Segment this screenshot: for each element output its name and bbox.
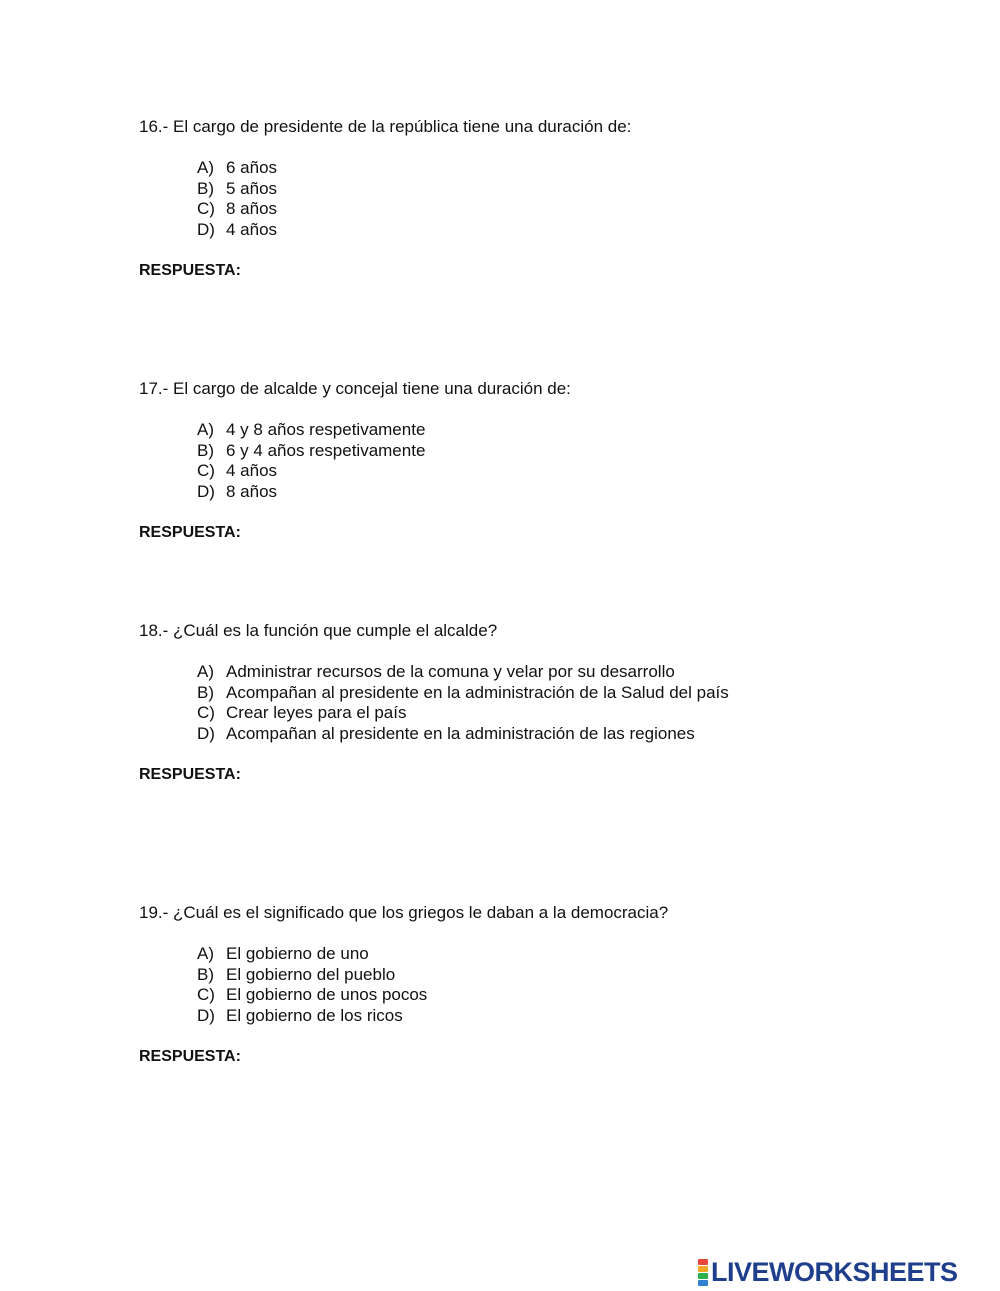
liveworksheets-mark-icon: [698, 1259, 708, 1286]
option-text: 5 años: [226, 178, 278, 198]
option-letter: B): [197, 440, 214, 460]
logo-mark-block: [698, 1266, 708, 1272]
option-letter: C): [197, 461, 215, 481]
option-letter: A): [197, 420, 214, 439]
answer-label: RESPUESTA:: [139, 1048, 241, 1066]
option-text: 4 años: [226, 461, 278, 481]
option-letter: C): [197, 985, 215, 1005]
option-letter: B): [197, 682, 214, 702]
option-text: 6 años: [226, 158, 278, 177]
logo-mark-block: [698, 1280, 708, 1286]
answer-label: RESPUESTA:: [139, 766, 241, 784]
answer-label: RESPUESTA:: [139, 262, 241, 280]
option-text: 4 años: [226, 219, 278, 239]
option-text: 4 y 8 años respetivamente: [226, 420, 426, 439]
option-a: [197, 420, 959, 441]
question-18: [139, 621, 959, 785]
option-d: [197, 1006, 959, 1027]
option-letter: A): [197, 158, 214, 177]
option-text: Acompañan al presidente en la administración de la Salud del país: [226, 682, 729, 702]
logo-mark-block: [698, 1273, 708, 1279]
option-text: 6 y 4 años respetivamente: [226, 440, 426, 460]
question-16: [139, 117, 959, 281]
liveworksheets-logo: [698, 1257, 958, 1287]
option-text: 8 años: [226, 199, 278, 219]
logo-text: LIVEWORKSHEETS: [711, 1257, 958, 1287]
option-a: [197, 158, 959, 179]
option-b: [197, 965, 959, 986]
question-text: 19.- ¿Cuál es el significado que los griegos le daban a la democracia?: [139, 903, 669, 922]
option-text: 8 años: [226, 481, 278, 501]
option-letter: C): [197, 703, 215, 723]
option-text: Crear leyes para el país: [226, 703, 407, 723]
option-letter: D): [197, 481, 215, 501]
option-text: El gobierno de los ricos: [226, 1005, 403, 1025]
option-list: [197, 158, 959, 240]
option-text: El gobierno de uno: [226, 944, 369, 963]
logo-mark-block: [698, 1259, 708, 1265]
option-text: Administrar recursos de la comuna y velar por su desarrollo: [226, 662, 675, 681]
option-letter: A): [197, 662, 214, 681]
option-letter: D): [197, 1005, 215, 1025]
option-letter: B): [197, 964, 214, 984]
option-letter: D): [197, 723, 215, 743]
question-17: [139, 379, 959, 543]
option-b: [197, 441, 959, 462]
option-c: [197, 199, 959, 220]
option-list: [197, 420, 959, 502]
option-text: El gobierno de unos pocos: [226, 985, 428, 1005]
option-letter: D): [197, 219, 215, 239]
option-letter: B): [197, 178, 214, 198]
option-a: [197, 662, 959, 683]
option-b: [197, 179, 959, 200]
question-text: 17.- El cargo de alcalde y concejal tiene una duración de:: [139, 379, 571, 398]
option-a: [197, 944, 959, 965]
option-c: [197, 985, 959, 1006]
option-d: [197, 482, 959, 503]
option-d: [197, 724, 959, 745]
option-d: [197, 220, 959, 241]
option-list: [197, 662, 959, 744]
option-letter: A): [197, 944, 214, 963]
option-c: [197, 703, 959, 724]
option-list: [197, 944, 959, 1026]
question-text: 16.- El cargo de presidente de la república tiene una duración de:: [139, 117, 632, 136]
option-letter: C): [197, 199, 215, 219]
option-b: [197, 683, 959, 704]
option-c: [197, 461, 959, 482]
option-text: Acompañan al presidente en la administración de las regiones: [226, 723, 695, 743]
question-text: 18.- ¿Cuál es la función que cumple el alcalde?: [139, 621, 498, 640]
answer-label: RESPUESTA:: [139, 524, 241, 542]
question-19: [139, 903, 959, 1067]
option-text: El gobierno del pueblo: [226, 964, 396, 984]
